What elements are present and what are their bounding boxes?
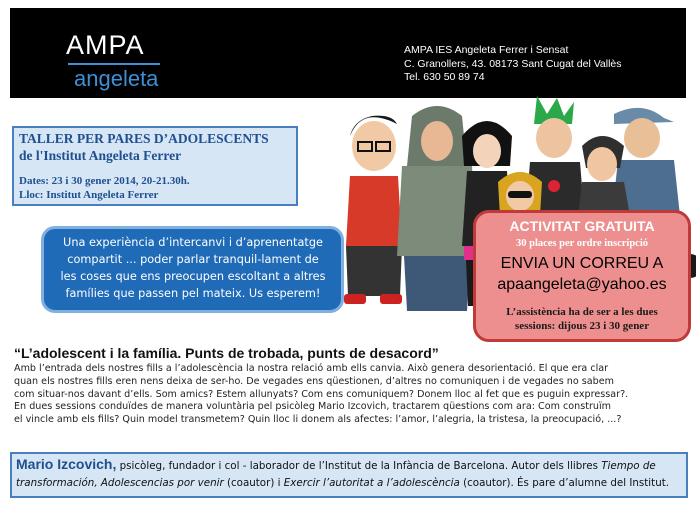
body-line: Amb l’entrada dels nostres fills a l’adolescència la nostra relació amb ells canvia. Això genera desorientació. El que era clar [14,363,609,374]
logo-divider [68,63,160,65]
author-bio [16,456,684,492]
activity-email-link[interactable]: apaangeleta@yahoo.es [497,276,667,293]
org-address: C. Granollers, 43. 08173 Sant Cugat del Vallès [404,57,622,70]
author-book-1: Tiempo de transformación, Adolescencias por venir [16,460,656,489]
section-body [14,363,686,427]
org-phone: Tel. 630 50 89 74 [404,71,485,83]
experience-line4: famílies que passen pel mateix. Us esperem! [65,287,321,300]
org-contact-info [404,44,622,85]
experience-line2: compartit ... poder parlar tranquil-lament de [67,253,319,266]
workshop-place: Lloc: Institut Angeleta Ferrer [19,188,159,201]
experience-line1: Una experiència d’intercanvi i d’aprenentatge [63,236,323,249]
section-title: “L’adolescent i la família. Punts de trobada, punts de desacord” [14,345,439,361]
activity-attendance-note [473,306,691,333]
author-name: Mario Izcovich, [16,456,117,472]
author-bio-text: psicòleg, fundador i col - laborador de l’Institut de la Infància de Barcelona. Autor dels llibres [116,460,602,472]
logo-ampa: AMPA [66,30,145,60]
body-line: com situar-nos davant d’ells. Som amics? Estem allunyats? Com ens comuniquem? Donem lloc al fet que es puguin expressar?. [14,388,629,400]
author-bio-text: (coautor) i [223,477,284,489]
logo-angeleta: angeleta [74,66,159,91]
body-line: En dues sessions conduïdes de manera voluntària pel psicòleg Mario Izcovich, tractarem qüestions com ara: Com construïm [14,401,611,413]
org-name: AMPA IES Angeleta Ferrer i Sensat [404,44,569,56]
workshop-title-line2: de l'Institut Angeleta Ferrer [19,148,182,163]
experience-line3: les coses que ens preocupen escoltant a altres [60,270,326,283]
author-bio-text: (coautor). És pare d’alumne del Institut. [459,477,670,489]
activity-places: 30 places per ordre inscripció [515,238,648,249]
workshop-title-line1: TALLER PER PARES D’ADOLESCENTS [19,131,269,146]
activity-note-line1: L’assistència ha de ser a les dues [506,306,658,318]
workshop-dates: Dates: 23 i 30 gener 2014, 20-21.30h. [19,175,190,187]
teen-figure-glasses [344,116,402,304]
workshop-title [19,130,269,164]
activity-note-line2: sessions: dijous 23 i 30 gener [514,319,650,332]
experience-text [44,234,342,302]
workshop-details [19,175,190,202]
activity-call-to-action: ENVIA UN CORREU A [500,255,664,272]
activity-title: ACTIVITAT GRATUITA [509,218,655,234]
author-book-2: Exercir l’autoritat a l’adolescència [283,477,460,489]
body-line: quan els nostres fills eren nens deixa de ser-ho. De vegades ens qüestionen, d’altres no comuniquen i de vegades no sabem [14,375,614,387]
body-line: el vincle amb els fills? Quin model transmetem? Quin lloc li donem als afectes: l’amor, l’alegria, la tristesa, la preocupació, ...? [14,414,622,426]
